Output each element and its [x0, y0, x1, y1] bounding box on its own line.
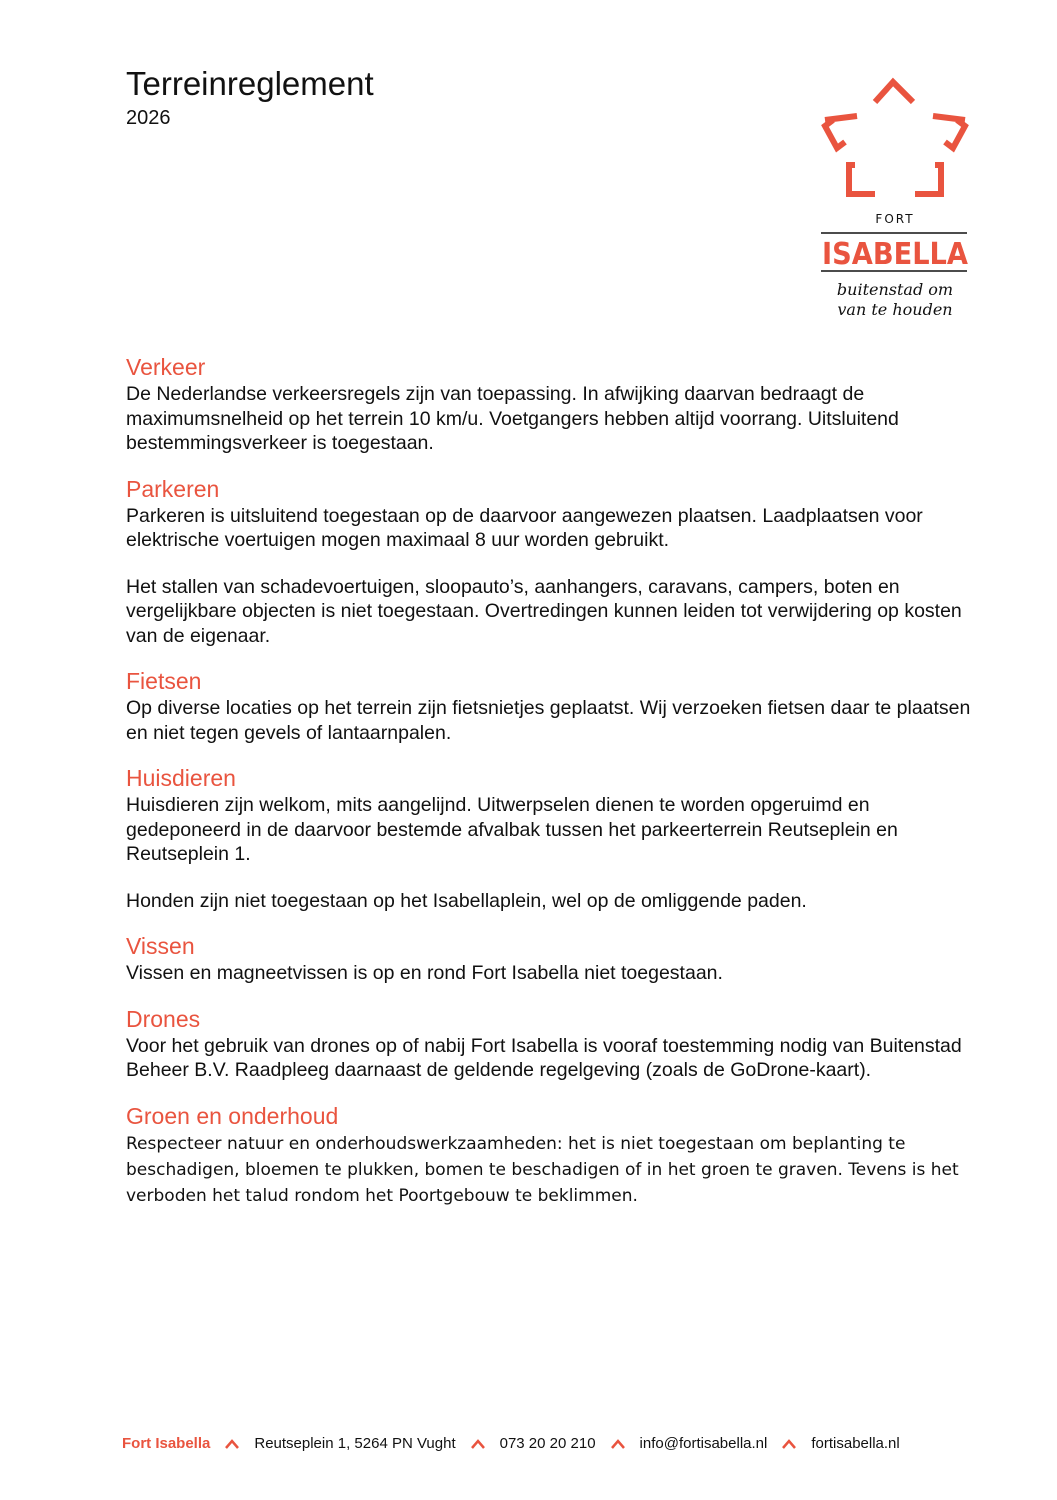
- footer-brand: Fort Isabella: [122, 1435, 211, 1452]
- section-drones: [126, 1004, 986, 1083]
- section-parkeren: [126, 474, 986, 649]
- section-paragraph: Huisdieren zijn welkom, mits aangelijnd. Uitwerpselen dienen te worden opgeruimd en gedeponeerd in de daarvoor bestemde afvalbak tussen het parkeerterrein Reutseplein en Reutseplein 1.: [126, 794, 898, 865]
- footer-phone: 073 20 20 210: [499, 1435, 596, 1452]
- section-heading: Huisdieren: [126, 765, 236, 791]
- section-paragraph: Parkeren is uitsluitend toegestaan op de daarvoor aangewezen plaatsen. Laadplaatsen voor elektrische voertuigen mogen maximaal 8 uur worden gebruikt.: [126, 504, 923, 551]
- roof-chevron-icon: [610, 1438, 626, 1450]
- section-vissen: [126, 931, 986, 986]
- logo-tagline-1: buitenstad om: [836, 280, 954, 299]
- section-heading: Drones: [126, 1005, 201, 1032]
- section-fietsen: [126, 666, 986, 745]
- section-heading: Groen en onderhoud: [126, 1102, 339, 1129]
- section-heading: Vissen: [126, 933, 195, 959]
- footer-website: fortisabella.nl: [811, 1435, 900, 1452]
- section-paragraph: Op diverse locaties op het terrein zijn fietsnietjes geplaatst. Wij verzoeken fietsen daar te plaatsen en niet tegen gevels of lantaarnpalen.: [126, 697, 971, 744]
- logo-line2: ISABELLA: [822, 237, 969, 272]
- footer-email: info@fortisabella.nl: [639, 1435, 768, 1452]
- section-verkeer: [126, 352, 986, 456]
- rules-content: [126, 352, 986, 1227]
- page-title: Terreinreglement: [126, 65, 374, 102]
- document-year: 2026: [126, 107, 171, 129]
- star-logo-icon: [825, 82, 965, 194]
- footer-address: Reutseplein 1, 5264 PN Vught: [254, 1435, 456, 1452]
- section-heading: Verkeer: [126, 354, 206, 380]
- section-paragraph: Voor het gebruik van drones op of nabij Fort Isabella is vooraf toestemming nodig van Buitenstad Beheer B.V. Raadpleeg daarnaast de geldende regelgeving (zoals de GoDrone-kaart).: [126, 1034, 962, 1081]
- page-footer: [122, 1433, 1002, 1455]
- logo-tagline-2: van te houden: [837, 300, 953, 319]
- section-paragraph: Honden zijn niet toegestaan op het Isabellaplein, wel op de omliggende paden.: [126, 889, 807, 912]
- section-paragraph: Respecteer natuur en onderhoudswerkzaamheden: het is niet toegestaan om beplanting te beschadigen, bloemen te plukken, bomen te beschadigen of in het groen te graven. Tevens is het verboden het talud rondom het Poortgebouw te beklimmen.: [126, 1133, 959, 1206]
- roof-chevron-icon: [781, 1438, 797, 1450]
- section-heading: Fietsen: [126, 668, 202, 694]
- roof-chevron-icon: [224, 1438, 240, 1450]
- section-paragraph: De Nederlandse verkeersregels zijn van toepassing. In afwijking daarvan bedraagt de maximumsnelheid op het terrein 10 km/u. Voetgangers hebben altijd voorrang. Uitsluitend bestemmingsverkeer is toegestaan.: [126, 383, 899, 454]
- section-groen-en-onderhoud: [126, 1101, 986, 1209]
- section-paragraph: Vissen en magneetvissen is op en rond Fort Isabella niet toegestaan.: [126, 962, 723, 984]
- fort-isabella-logo: [815, 62, 975, 324]
- logo-line1: FORT: [875, 212, 915, 226]
- section-paragraph: Het stallen van schadevoertuigen, sloopauto’s, aanhangers, caravans, campers, boten en vergelijkbare objecten is niet toegestaan. Overtredingen kunnen leiden tot verwijdering op kosten van de eigenaar.: [126, 575, 962, 647]
- roof-chevron-icon: [470, 1438, 486, 1450]
- section-huisdieren: [126, 763, 986, 913]
- section-heading: Parkeren: [126, 475, 220, 502]
